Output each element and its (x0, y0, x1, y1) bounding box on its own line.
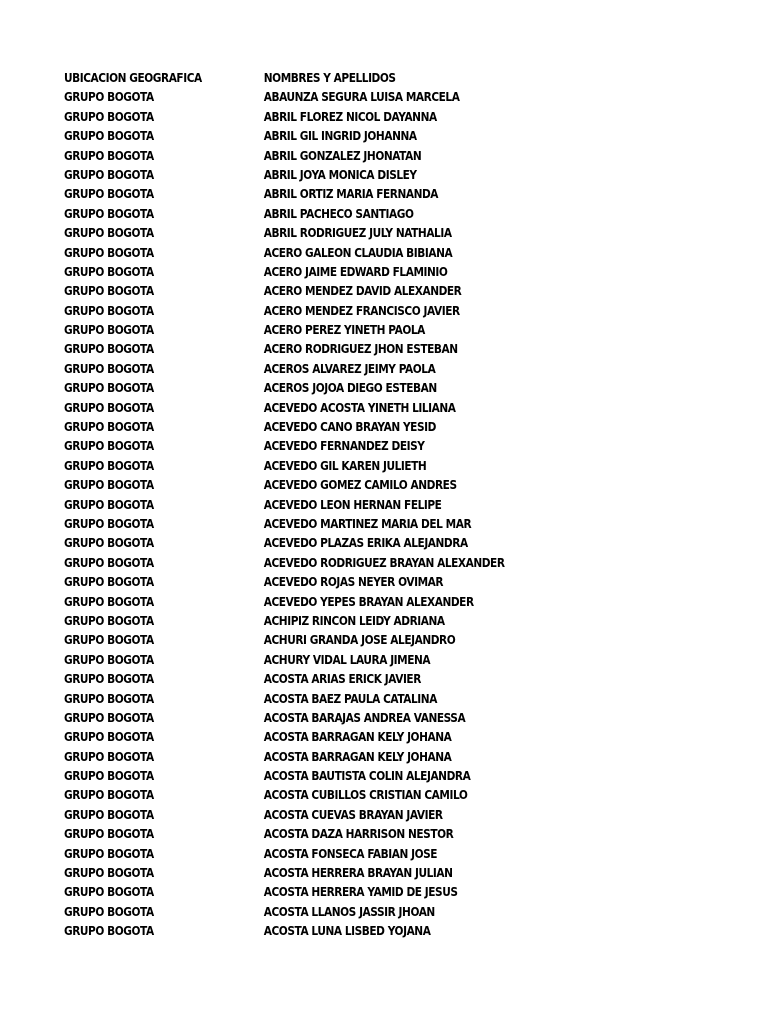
table-row (64, 883, 505, 902)
cell-ubicacion: GRUPO BOGOTA (64, 633, 154, 648)
table-row (64, 147, 505, 166)
cell-ubicacion: GRUPO BOGOTA (64, 90, 154, 105)
cell-ubicacion: GRUPO BOGOTA (64, 167, 154, 182)
table-row (64, 709, 505, 728)
cell-nombre: ACEVEDO LEON HERNAN FELIPE (263, 497, 442, 512)
cell-nombre: ACERO RODRIGUEZ JHON ESTEBAN (263, 342, 458, 357)
cell-nombre: ACHURI GRANDA JOSE ALEJANDRO (263, 633, 456, 648)
cell-ubicacion: GRUPO BOGOTA (64, 361, 154, 376)
cell-ubicacion: GRUPO BOGOTA (64, 807, 154, 822)
table-row (64, 108, 505, 127)
cell-ubicacion: GRUPO BOGOTA (64, 827, 154, 842)
cell-ubicacion: GRUPO BOGOTA (64, 769, 154, 784)
cell-ubicacion: GRUPO BOGOTA (64, 458, 154, 473)
cell-ubicacion: GRUPO BOGOTA (64, 323, 154, 338)
table-row (64, 496, 505, 515)
table-body (64, 88, 565, 941)
cell-nombre: ACOSTA HERRERA BRAYAN JULIAN (263, 866, 453, 881)
table-row (64, 88, 505, 107)
table-row (64, 612, 505, 631)
cell-ubicacion: GRUPO BOGOTA (64, 478, 154, 493)
cell-nombre: ABRIL GONZALEZ JHONATAN (263, 148, 422, 163)
table-row (64, 728, 505, 747)
cell-ubicacion: GRUPO BOGOTA (64, 187, 154, 202)
cell-nombre: ACOSTA LLANOS JASSIR JHOAN (263, 904, 435, 919)
cell-nombre: ACERO JAIME EDWARD FLAMINIO (263, 264, 448, 279)
cell-nombre: ACOSTA BARAJAS ANDREA VANESSA (263, 710, 466, 725)
column-header-ubicacion: UBICACION GEOGRAFICA (64, 71, 202, 85)
cell-ubicacion: GRUPO BOGOTA (64, 516, 154, 531)
cell-ubicacion: GRUPO BOGOTA (64, 710, 154, 725)
cell-nombre: ACOSTA BARRAGAN KELY JOHANA (263, 730, 452, 745)
cell-ubicacion: GRUPO BOGOTA (64, 749, 154, 764)
cell-ubicacion: GRUPO BOGOTA (64, 866, 154, 881)
cell-ubicacion: GRUPO BOGOTA (64, 885, 154, 900)
table-row (64, 340, 505, 359)
table-row (64, 418, 505, 437)
cell-nombre: ACOSTA ARIAS ERICK JAVIER (263, 672, 421, 687)
cell-ubicacion: GRUPO BOGOTA (64, 284, 154, 299)
table-row (64, 224, 505, 243)
cell-nombre: ACOSTA CUBILLOS CRISTIAN CAMILO (263, 788, 468, 803)
table-row (64, 651, 505, 670)
table-row (64, 690, 505, 709)
cell-nombre: ABRIL JOYA MONICA DISLEY (263, 167, 417, 182)
cell-ubicacion: GRUPO BOGOTA (64, 652, 154, 667)
cell-nombre: ABRIL ORTIZ MARIA FERNANDA (263, 187, 439, 202)
table-row (64, 593, 505, 612)
cell-ubicacion: GRUPO BOGOTA (64, 420, 154, 435)
cell-nombre: ACEVEDO PLAZAS ERIKA ALEJANDRA (263, 536, 468, 551)
table-row (64, 786, 505, 805)
cell-nombre: ACERO MENDEZ DAVID ALEXANDER (263, 284, 462, 299)
cell-ubicacion: GRUPO BOGOTA (64, 924, 154, 939)
cell-nombre: ACOSTA BARRAGAN KELY JOHANA (263, 749, 452, 764)
table-row (64, 263, 505, 282)
spreadsheet-table (64, 69, 565, 942)
cell-nombre: ACHURY VIDAL LAURA JIMENA (263, 652, 431, 667)
cell-nombre: ACEVEDO ROJAS NEYER OVIMAR (263, 575, 444, 590)
cell-ubicacion: GRUPO BOGOTA (64, 264, 154, 279)
table-row (64, 825, 505, 844)
table-row (64, 282, 505, 301)
cell-ubicacion: GRUPO BOGOTA (64, 303, 154, 318)
cell-nombre: ACEROS JOJOA DIEGO ESTEBAN (263, 381, 437, 396)
cell-nombre: ABRIL FLOREZ NICOL DAYANNA (263, 109, 437, 124)
cell-ubicacion: GRUPO BOGOTA (64, 555, 154, 570)
cell-nombre: ABRIL RODRIGUEZ JULY NATHALIA (263, 226, 452, 241)
table-row (64, 554, 505, 573)
table-row (64, 302, 505, 321)
cell-ubicacion: GRUPO BOGOTA (64, 129, 154, 144)
table-row (64, 515, 505, 534)
table-row (64, 845, 505, 864)
cell-nombre: ACEVEDO ACOSTA YINETH LILIANA (263, 400, 456, 415)
cell-nombre: ACEVEDO CANO BRAYAN YESID (263, 420, 436, 435)
cell-nombre: ACOSTA BAEZ PAULA CATALINA (263, 691, 437, 706)
cell-ubicacion: GRUPO BOGOTA (64, 613, 154, 628)
cell-ubicacion: GRUPO BOGOTA (64, 206, 154, 221)
table-row (64, 748, 505, 767)
cell-nombre: ABAUNZA SEGURA LUISA MARCELA (263, 90, 460, 105)
table-row (64, 321, 505, 340)
cell-nombre: ABRIL PACHECO SANTIAGO (263, 206, 414, 221)
cell-nombre: ACOSTA CUEVAS BRAYAN JAVIER (263, 807, 443, 822)
table-row (64, 127, 505, 146)
table-row (64, 631, 505, 650)
column-header-nombres: NOMBRES Y APELLIDOS (263, 71, 396, 85)
table-row (64, 379, 505, 398)
cell-ubicacion: GRUPO BOGOTA (64, 691, 154, 706)
cell-ubicacion: GRUPO BOGOTA (64, 846, 154, 861)
cell-nombre: ACOSTA LUNA LISBED YOJANA (263, 924, 431, 939)
cell-nombre: ACEVEDO GIL KAREN JULIETH (263, 458, 427, 473)
cell-ubicacion: GRUPO BOGOTA (64, 672, 154, 687)
table-row (64, 806, 505, 825)
table-row (64, 534, 505, 553)
table-row (64, 437, 505, 456)
cell-ubicacion: GRUPO BOGOTA (64, 575, 154, 590)
cell-nombre: ACEVEDO YEPES BRAYAN ALEXANDER (263, 594, 474, 609)
table-row (64, 244, 505, 263)
cell-nombre: ACOSTA BAUTISTA COLIN ALEJANDRA (263, 769, 471, 784)
table-row (64, 457, 505, 476)
cell-nombre: ABRIL GIL INGRID JOHANNA (263, 129, 417, 144)
cell-ubicacion: GRUPO BOGOTA (64, 904, 154, 919)
cell-nombre: ACOSTA FONSECA FABIAN JOSE (263, 846, 438, 861)
table-row (64, 166, 505, 185)
cell-nombre: ACERO MENDEZ FRANCISCO JAVIER (263, 303, 460, 318)
cell-ubicacion: GRUPO BOGOTA (64, 536, 154, 551)
table-row (64, 922, 505, 941)
cell-nombre: ACEROS ALVAREZ JEIMY PAOLA (263, 361, 436, 376)
cell-nombre: ACEVEDO GOMEZ CAMILO ANDRES (263, 478, 457, 493)
cell-ubicacion: GRUPO BOGOTA (64, 439, 154, 454)
table-row (64, 360, 505, 379)
cell-ubicacion: GRUPO BOGOTA (64, 245, 154, 260)
table-row (64, 476, 505, 495)
cell-nombre: ACHIPIZ RINCON LEIDY ADRIANA (263, 613, 445, 628)
cell-ubicacion: GRUPO BOGOTA (64, 381, 154, 396)
table-row (64, 903, 505, 922)
cell-ubicacion: GRUPO BOGOTA (64, 594, 154, 609)
table-row (64, 205, 505, 224)
cell-ubicacion: GRUPO BOGOTA (64, 497, 154, 512)
cell-ubicacion: GRUPO BOGOTA (64, 788, 154, 803)
table-row (64, 767, 505, 786)
cell-nombre: ACOSTA HERRERA YAMID DE JESUS (263, 885, 458, 900)
table-row (64, 864, 505, 883)
cell-nombre: ACERO PEREZ YINETH PAOLA (263, 323, 425, 338)
table-row (64, 573, 505, 592)
table-row (64, 185, 505, 204)
cell-ubicacion: GRUPO BOGOTA (64, 400, 154, 415)
cell-ubicacion: GRUPO BOGOTA (64, 109, 154, 124)
table-row (64, 670, 505, 689)
cell-nombre: ACEVEDO FERNANDEZ DEISY (263, 439, 425, 454)
header-row (64, 69, 505, 88)
cell-ubicacion: GRUPO BOGOTA (64, 730, 154, 745)
cell-ubicacion: GRUPO BOGOTA (64, 342, 154, 357)
table-row (64, 399, 505, 418)
cell-ubicacion: GRUPO BOGOTA (64, 226, 154, 241)
cell-nombre: ACOSTA DAZA HARRISON NESTOR (263, 827, 454, 842)
cell-ubicacion: GRUPO BOGOTA (64, 148, 154, 163)
cell-nombre: ACEVEDO MARTINEZ MARIA DEL MAR (263, 516, 472, 531)
cell-nombre: ACEVEDO RODRIGUEZ BRAYAN ALEXANDER (263, 555, 505, 570)
cell-nombre: ACERO GALEON CLAUDIA BIBIANA (263, 245, 453, 260)
